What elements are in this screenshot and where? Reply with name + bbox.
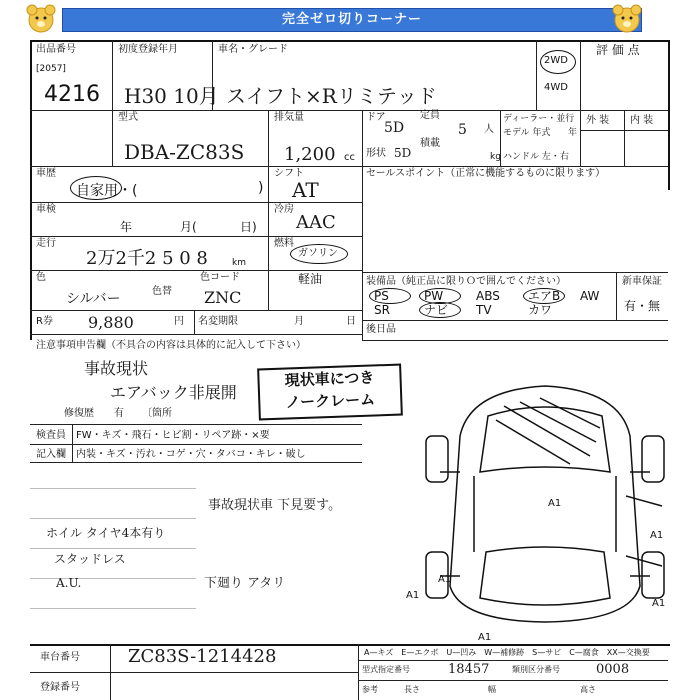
drive-2wd: 2WD — [544, 55, 568, 66]
remarks-line-3: A.U. — [56, 576, 82, 590]
mileage-unit: km — [232, 258, 246, 268]
exterior-label: 外 装 — [586, 115, 610, 126]
shift-label: シフト — [274, 168, 304, 179]
equipment-circle — [523, 288, 565, 304]
remarks-line-2: スタッドレス — [54, 552, 126, 566]
equipment-label: 装備品（純正品に限りＯで囲んでください） — [366, 276, 566, 287]
car-damage-diagram — [400, 376, 690, 632]
color-change-label: 色替 — [152, 286, 172, 297]
corner-banner — [62, 8, 642, 32]
model-ref-label: 型式指定番号 — [362, 665, 410, 674]
handle-label: ハンドル 左・右 — [503, 152, 569, 162]
recycle-label: R券 — [36, 316, 53, 327]
name-change-day: 日 — [346, 316, 356, 327]
model-year-label — [503, 128, 577, 139]
damage-mark-6: A1 — [478, 632, 492, 643]
repair-history-value: 有 — [114, 408, 124, 419]
damage-mark-3: A1 — [438, 574, 452, 585]
shape-label: 形状 — [366, 148, 386, 159]
color-label: 色 — [36, 272, 46, 283]
notes-line-2: エアバック非展開 — [110, 383, 237, 402]
equipment-item: ABS — [476, 289, 500, 303]
fuel-label: 燃料 — [274, 238, 294, 249]
equipment-item: SR — [374, 303, 390, 317]
registration-label: 登録番号 — [40, 682, 80, 693]
car-name-label: 車名・グレード — [218, 44, 288, 55]
repair-history-place: 〔箇所 — [142, 408, 172, 419]
stamp-line-2: ノークレーム — [285, 390, 376, 412]
equipment-item: ナビ — [424, 303, 449, 317]
inspection-note-1: 事故現状車 下見要す。 — [208, 498, 342, 513]
score-label: 評 価 点 — [596, 43, 640, 57]
equipment-item: PW — [424, 289, 444, 303]
height-label: 高さ — [580, 685, 596, 694]
new-warranty-value: 有・無 — [624, 299, 661, 313]
load-unit: kg — [490, 152, 501, 162]
history-close: ) — [258, 180, 264, 196]
inspection-label: 車検 — [36, 204, 56, 215]
chassis-label: 車台番号 — [40, 652, 80, 663]
model-label: 型式 — [118, 112, 138, 123]
as-is-stamp — [257, 364, 403, 421]
bear-mascot-left-icon — [24, 2, 58, 36]
mileage-label: 走行 — [36, 238, 56, 249]
mileage-value: 2万2千2 5 0 8 — [86, 248, 208, 269]
recycle-unit: 円 — [174, 316, 184, 327]
door-value: 5D — [384, 120, 405, 136]
lot-number-label: 出品番号 — [36, 44, 76, 55]
shape-value: 5D — [394, 146, 412, 160]
first-registration-label: 初度登録年月 — [118, 44, 178, 55]
fuel-value: ガソリン — [298, 248, 338, 259]
chassis-value: ZC83S-1214428 — [128, 646, 277, 667]
damage-mark-4: A1 — [406, 590, 420, 601]
ac-label: 冷房 — [274, 204, 294, 215]
sales-point-label: セールスポイント（正常に機能するものに限ります） — [366, 168, 606, 179]
inspection-note-2: 下廻り アタリ — [204, 576, 286, 591]
repair-history-label: 修復歴 — [64, 408, 94, 419]
door-label: ドア — [366, 112, 386, 123]
capacity-unit: 人 — [484, 124, 494, 135]
inspector-label: 検査員 — [36, 430, 66, 441]
model-value: DBA-ZC83S — [124, 140, 245, 164]
entry-label: 記入欄 — [36, 449, 66, 460]
inspection-year: 年 — [120, 220, 133, 234]
first-registration-value: H30 10月 — [124, 84, 219, 108]
notes-label: 注意事項申告欄（不具合の内容は具体的に記入して下さい） — [36, 340, 306, 351]
model-year-text: モデル 年式 — [503, 128, 551, 138]
length-label: 長さ — [404, 685, 420, 694]
inspection-day: 日) — [240, 220, 257, 234]
inspection-month: 月( — [180, 220, 197, 234]
stamp-line-1: 現状車につき — [284, 368, 375, 390]
reference-label: 参考 — [362, 685, 378, 694]
capacity-value: 5 — [458, 122, 467, 138]
displacement-unit: cc — [344, 152, 355, 163]
ac-value: AAC — [296, 212, 336, 233]
damage-mark-1: A1 — [548, 498, 562, 509]
bear-mascot-right-icon — [610, 2, 644, 36]
model-ref-value: 18457 — [448, 662, 490, 677]
damage-mark-2: A1 — [650, 530, 664, 541]
capacity-label: 定員 — [420, 110, 440, 121]
lot-sub-number: [2057] — [36, 64, 66, 74]
car-name-value: スイフト×Rリミテッド — [226, 84, 437, 108]
equipment-item: カワ — [528, 303, 553, 317]
equipment-item: PS — [374, 289, 389, 303]
remarks-line-1: ホイル タイヤ4本有り — [46, 526, 166, 540]
interior-label: 内 装 — [630, 115, 654, 126]
fuel-value-diesel: 軽油 — [298, 272, 323, 286]
equipment-item: エアB — [528, 289, 561, 303]
inspector-value: FW・キズ・飛石・ヒビ割・リペア跡・×要 — [76, 430, 270, 441]
equipment-item: AW — [580, 289, 600, 303]
recycle-value: 9,880 — [88, 313, 134, 332]
class-ref-value: 0008 — [596, 662, 630, 677]
name-change-month: 月 — [294, 316, 304, 327]
name-change-label: 名変期限 — [198, 316, 238, 327]
equipment-circle — [369, 288, 411, 304]
dealer-label: ディーラー・並行 — [503, 114, 575, 124]
width-label: 幅 — [488, 685, 496, 694]
shift-value: AT — [292, 178, 319, 202]
equipment-item: TV — [476, 303, 492, 317]
damage-legend: A—キズ E—エクボ U—凹み W—補修跡 S—サビ C—腐食 XX—交換要 — [364, 648, 650, 657]
color-code-value: ZNC — [204, 288, 242, 307]
banner-title: 完全ゼロ切りコーナー — [281, 12, 422, 27]
entry-value: 内装・キズ・汚れ・コゲ・穴・タバコ・キレ・破し — [76, 449, 306, 460]
model-year-unit: 年 — [567, 128, 577, 138]
drive-4wd: 4WD — [544, 82, 568, 93]
displacement-label: 排気量 — [274, 112, 304, 123]
displacement-value: 1,200 — [284, 144, 336, 165]
color-code-label: 色コード — [200, 272, 240, 283]
notes-line-1: 事故現状 — [84, 359, 149, 378]
history-value: 自家用・( — [76, 183, 138, 199]
new-warranty-label: 新車保証 — [622, 276, 662, 287]
damage-mark-5: A1 — [652, 598, 666, 609]
lot-number: 4216 — [44, 82, 100, 107]
load-label: 積載 — [420, 138, 440, 149]
color-value: シルバー — [66, 291, 121, 307]
equipment-circle — [419, 302, 461, 318]
rear-items-label: 後日品 — [366, 324, 396, 335]
history-label: 車歴 — [36, 168, 56, 179]
class-ref-label: 類別区分番号 — [512, 665, 560, 674]
